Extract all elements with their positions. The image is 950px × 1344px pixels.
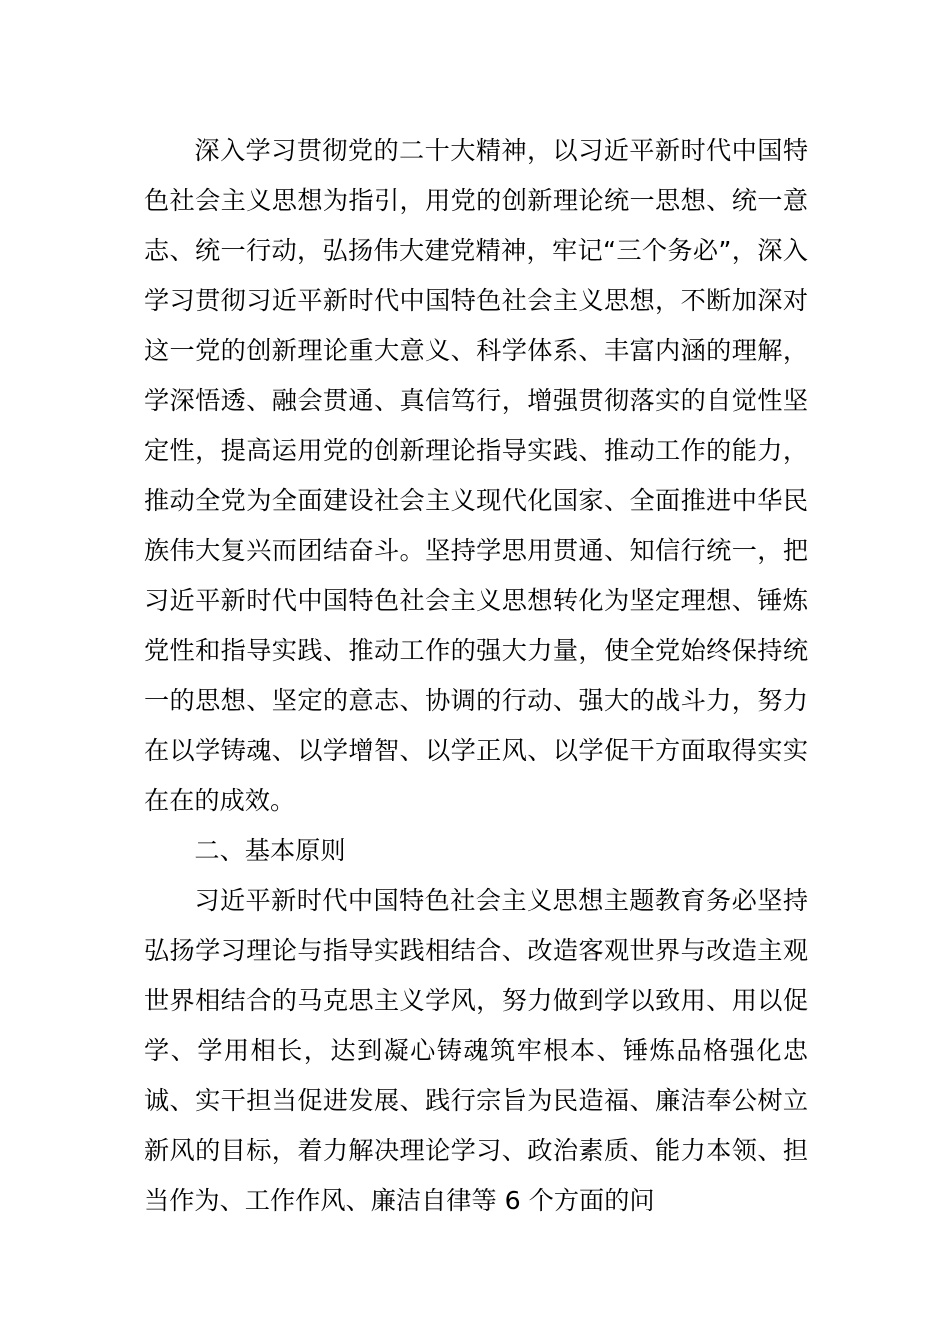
document-body (144, 126, 808, 1226)
paragraph-basic-principles: 习近平新时代中国特色社会主义思想主题教育务必坚持弘扬学习理论与指导实践相结合、改造客观世界与改造主观世界相结合的马克思主义学风，努力做到学以致用、用以促学、学用相长，达到凝心铸魂筑牢根本、锤炼品格强化忠诚、实干担当促进发展、践行宗旨为民造福、廉洁奉公树立新风的目标，着力解决理论学习、政治素质、能力本领、担当作为、工作作风、廉洁自律等 6 个方面的问 (144, 886, 808, 1215)
paragraph-guiding-ideology: 深入学习贯彻党的二十大精神，以习近平新时代中国特色社会主义思想为指引，用党的创新理论统一思想、统一意志、统一行动，弘扬伟大建党精神，牢记“三个务必”，深入学习贯彻习近平新时代中国特色社会主义思想，不断加深对这一党的创新理论重大意义、科学体系、丰富内涵的理解，学深悟透、融会贯通、真信笃行，增强贯彻落实的自觉性坚定性，提高运用党的创新理论指导实践、推动工作的能力，推动全党为全面建设社会主义现代化国家、全面推进中华民族伟大复兴而团结奋斗。坚持学思用贯通、知信行统一，把习近平新时代中国特色社会主义思想转化为坚定理想、锤炼党性和指导实践、推动工作的强大力量，使全党始终保持统一的思想、坚定的意志、协调的行动、强大的战斗力，努力在以学铸魂、以学增智、以学正风、以学促干方面取得实实在在的成效。 (144, 136, 808, 815)
section-heading-basic-principles: 二、基本原则 (194, 836, 346, 865)
